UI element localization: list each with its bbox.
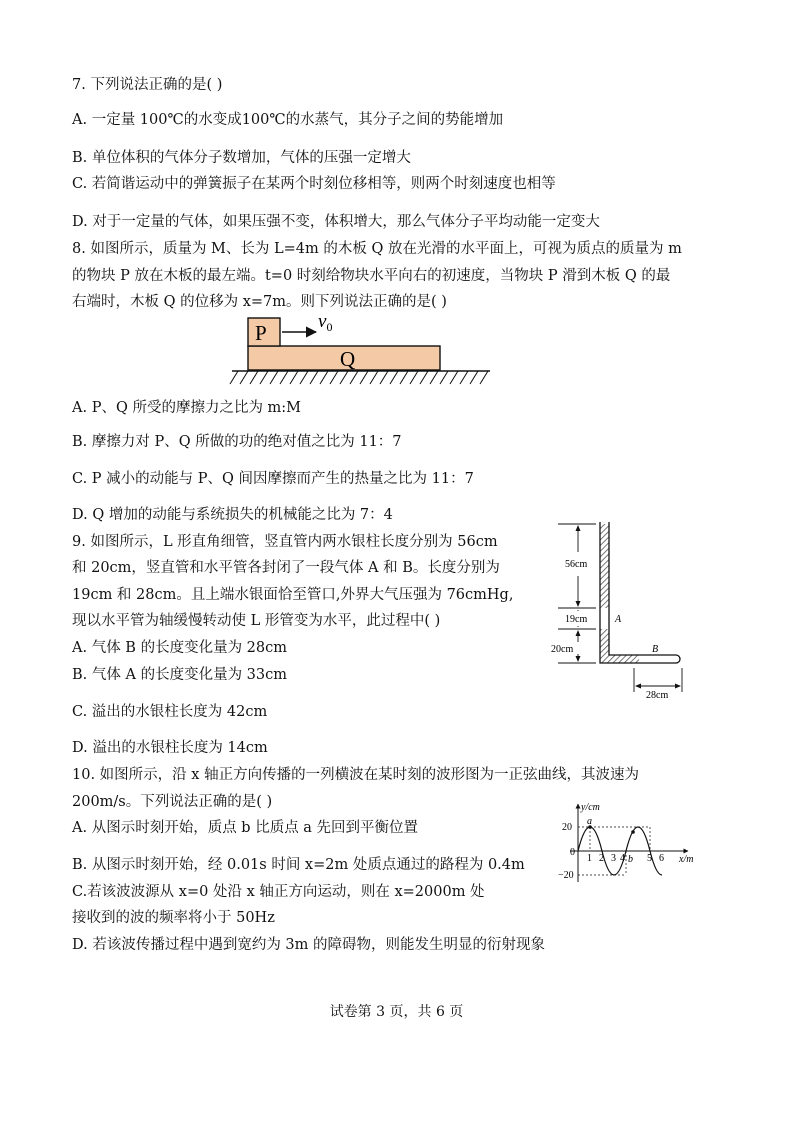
q7-option-d: D. 对于一定量的气体，如果压强不变，体积增大，那么气体分子平均动能一定变大 xyxy=(72,214,600,230)
q10-option-c-line-1: C.若该波波源从 x=0 处沿 x 轴正方向运动，则在 x=2000m 处 xyxy=(72,884,485,900)
q9-stem-line-1: 9. 如图所示，L 形直角细管，竖直管内两水银柱长度分别为 56cm xyxy=(72,534,498,550)
q8-option-d: D. Q 增加的动能与系统损失的机械能之比为 7：4 xyxy=(72,507,393,523)
q10-wave-figure xyxy=(548,798,708,888)
q9-stem-line-2: 和 20cm，竖直管和水平管各封闭了一段气体 A 和 B。长度分别为 xyxy=(72,560,500,576)
point-a-label: a xyxy=(587,816,592,827)
q9-option-a: A. 气体 B 的长度变化量为 28cm xyxy=(72,640,287,656)
ground-hatch xyxy=(230,371,488,384)
velocity-label: $v_0$ xyxy=(318,311,333,334)
point-b-label: b xyxy=(628,854,633,865)
q8-block-board-figure xyxy=(228,310,498,390)
label-gas-b: B xyxy=(652,644,659,655)
point-b-dot xyxy=(631,830,635,834)
x-axis-label: x/m xyxy=(679,854,694,865)
q7-option-a: A. 一定量 100℃的水变成100℃的水蒸气，其分子之间的势能增加 xyxy=(72,112,504,128)
q10-stem-line-2: 200m/s。下列说法正确的是( ) xyxy=(72,794,273,810)
x-tick-4: 4 xyxy=(620,853,625,864)
block-p-label: P xyxy=(255,321,267,345)
x-tick-6: 6 xyxy=(659,853,664,864)
label-20cm: 20cm xyxy=(551,644,574,655)
x-tick-2: 2 xyxy=(599,853,604,864)
q10-option-c-line-2: 接收到的波的频率将小于 50Hz xyxy=(72,910,275,926)
board-q-label: Q xyxy=(340,347,356,371)
mercury-horizontal xyxy=(609,655,639,663)
x-tick-5: 5 xyxy=(647,853,652,864)
q9-stem-line-4: 现以水平管为轴缓慢转动使 L 形管变为水平，此过程中( ) xyxy=(72,613,441,629)
mercury-56 xyxy=(600,524,609,608)
label-19cm: 19cm xyxy=(565,614,588,625)
q10-option-a: A. 从图示时刻开始，质点 b 比质点 a 先回到平衡位置 xyxy=(72,820,419,836)
q10-option-d: D. 若该波传播过程中遇到宽约为 3m 的障碍物，则能发生明显的衍射现象 xyxy=(72,937,546,953)
y-tick-minus-20: −20 xyxy=(558,870,574,881)
y-tick-20: 20 xyxy=(562,822,572,833)
page-footer: 试卷第 3 页，共 6 页 xyxy=(329,1004,464,1020)
q9-option-b: B. 气体 A 的长度变化量为 33cm xyxy=(72,667,287,683)
tube-outline xyxy=(600,522,680,663)
q7-stem: 7. 下列说法正确的是( ) xyxy=(72,77,223,93)
label-28cm: 28cm xyxy=(646,690,669,701)
q8-stem-line-3: 右端时，木板 Q 的位移为 x=7m。则下列说法正确的是( ) xyxy=(72,294,447,310)
q8-option-b: B. 摩擦力对 P、Q 所做的功的绝对值之比为 11：7 xyxy=(72,434,402,450)
q7-option-b: B. 单位体积的气体分子数增加，气体的压强一定增大 xyxy=(72,150,411,166)
q8-stem-line-2: 的物块 P 放在木板的最左端。t=0 时刻给物块水平向右的初速度，当物块 P 滑到木板 Q 的最 xyxy=(72,268,671,284)
q9-option-d: D. 溢出的水银柱长度为 14cm xyxy=(72,740,268,756)
label-56cm: 56cm xyxy=(565,559,588,570)
q10-option-b: B. 从图示时刻开始，经 0.01s 时间 x=2m 处质点通过的路程为 0.4m xyxy=(72,857,525,873)
x-tick-1: 1 xyxy=(587,853,592,864)
q7-option-c: C. 若简谐运动中的弹簧振子在某两个时刻位移相等，则两个时刻速度也相等 xyxy=(72,176,556,192)
q9-stem-line-3: 19cm 和 28cm。且上端水银面恰至管口,外界大气压强为 76cmHg, xyxy=(72,587,514,603)
q8-option-a: A. P、Q 所受的摩擦力之比为 m:M xyxy=(72,400,302,416)
q8-stem-line-1: 8. 如图所示，质量为 M、长为 L=4m 的木板 Q 放在光滑的水平面上，可视为质点的质量为 m xyxy=(72,241,682,257)
label-gas-a: A xyxy=(615,614,622,625)
mercury-20 xyxy=(600,629,609,663)
q8-option-c: C. P 减小的动能与 P、Q 间因摩擦而产生的热量之比为 11：7 xyxy=(72,471,474,487)
q9-l-tube-figure xyxy=(548,518,698,703)
x-tick-3: 3 xyxy=(611,853,616,864)
q9-option-c: C. 溢出的水银柱长度为 42cm xyxy=(72,704,268,720)
y-tick-0: 0 xyxy=(570,847,575,858)
y-axis-label: y/cm xyxy=(581,802,600,813)
q10-stem-line-1: 10. 如图所示，沿 x 轴正方向传播的一列横波在某时刻的波形图为一正弦曲线，其波速为 xyxy=(72,767,640,783)
